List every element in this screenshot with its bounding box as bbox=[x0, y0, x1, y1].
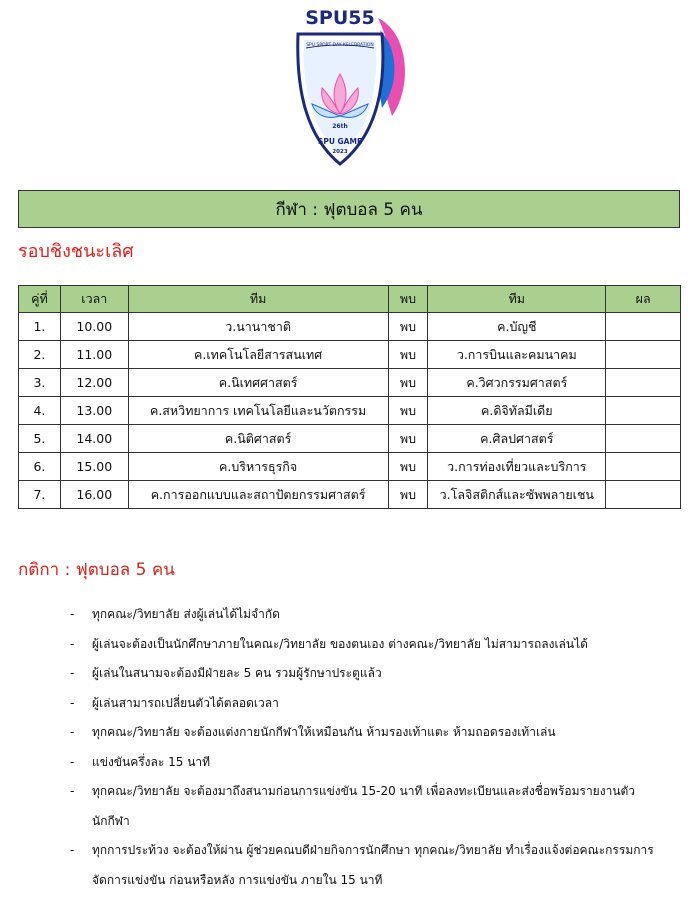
cell-vs: พบ bbox=[388, 313, 428, 341]
cell-team-a: ค.บริหารธุรกิจ bbox=[128, 453, 388, 481]
cell-team-a: ค.เทคโนโลยีสารสนเทศ bbox=[128, 341, 388, 369]
cell-pair-no: 5. bbox=[19, 425, 61, 453]
cell-pair-no: 1. bbox=[19, 313, 61, 341]
round-title: รอบชิงชนะเลิศ bbox=[18, 241, 134, 262]
cell-team-b: ค.ศิลปศาสตร์ bbox=[428, 425, 606, 453]
rule-text: แข่งขันครึ่งละ 15 นาที bbox=[92, 754, 211, 769]
cell-vs: พบ bbox=[388, 481, 428, 509]
cell-team-b: ว.การบินและคมนาคม bbox=[428, 341, 606, 369]
rule-text: ผู้เล่นสามารถเปลี่ยนตัวได้ตลอดเวลา bbox=[92, 695, 279, 710]
cell-result bbox=[606, 341, 681, 369]
sport-title: กีฬา : ฟุตบอล 5 คน bbox=[275, 199, 423, 220]
table-row bbox=[19, 397, 681, 425]
list-item bbox=[70, 777, 670, 836]
cell-pair-no: 7. bbox=[19, 481, 61, 509]
header-pair-no: คู่ที่ bbox=[19, 286, 61, 313]
list-item bbox=[70, 718, 670, 748]
cell-team-a: ค.นิเทศศาสตร์ bbox=[128, 369, 388, 397]
logo-emblem-icon bbox=[282, 4, 418, 176]
cell-team-b: ค.ดิจิทัลมีเดีย bbox=[428, 397, 606, 425]
list-dash: - bbox=[70, 636, 75, 651]
list-item bbox=[70, 689, 670, 719]
cell-vs: พบ bbox=[388, 425, 428, 453]
list-item bbox=[70, 600, 670, 630]
table-row bbox=[19, 313, 681, 341]
header-team-a: ทีม bbox=[128, 286, 388, 313]
list-dash: - bbox=[70, 695, 75, 710]
cell-team-a: ว.นานาชาติ bbox=[128, 313, 388, 341]
cell-time: 15.00 bbox=[60, 453, 128, 481]
cell-pair-no: 4. bbox=[19, 397, 61, 425]
logo-arc-text: SPU SPORT DAY KELEBRATION bbox=[306, 43, 374, 48]
list-item bbox=[70, 836, 670, 895]
table-row bbox=[19, 481, 681, 509]
list-dash: - bbox=[70, 607, 75, 621]
table-header-row bbox=[19, 286, 681, 313]
list-dash: - bbox=[70, 754, 75, 769]
spu-games-logo bbox=[282, 4, 418, 176]
cell-team-a: ค.สหวิทยาการ เทคโนโลยีและนวัตกรรม bbox=[128, 397, 388, 425]
cell-result bbox=[606, 397, 681, 425]
header-team-b: ทีม bbox=[428, 286, 606, 313]
cell-pair-no: 2. bbox=[19, 341, 61, 369]
table-row bbox=[19, 425, 681, 453]
table-row bbox=[19, 341, 681, 369]
cell-time: 16.00 bbox=[60, 481, 128, 509]
rule-text: ทุกการประท้วง จะต้องให้ผ่าน ผู้ช่วยคณบดีฝ่ายกิจการนักศึกษา ทุกคณะ/วิทยาลัย ทำเรื่องแจ้งต่อคณะกรรมการจัดการแข่งขัน ก่อนหรือหลัง การแข่งขัน ภายใน 15 นาที bbox=[92, 843, 654, 887]
rule-text: ผู้เล่นในสนามจะต้องมีฝ่ายละ 5 คน รวมผู้รักษาประตูแล้ว bbox=[92, 666, 382, 680]
list-item bbox=[70, 659, 670, 689]
list-dash: - bbox=[70, 784, 75, 798]
cell-time: 11.00 bbox=[60, 341, 128, 369]
list-item bbox=[70, 630, 670, 660]
header-vs: พบ bbox=[388, 286, 428, 313]
cell-vs: พบ bbox=[388, 453, 428, 481]
cell-vs: พบ bbox=[388, 397, 428, 425]
rules-list bbox=[70, 600, 670, 895]
cell-result bbox=[606, 481, 681, 509]
cell-time: 14.00 bbox=[60, 425, 128, 453]
cell-time: 12.00 bbox=[60, 369, 128, 397]
header-result: ผล bbox=[606, 286, 681, 313]
cell-team-a: ค.นิติศาสตร์ bbox=[128, 425, 388, 453]
logo-year: 2023 bbox=[332, 149, 348, 155]
cell-team-b: ว.การท่องเที่ยวและบริการ bbox=[428, 453, 606, 481]
cell-result bbox=[606, 425, 681, 453]
rule-text: ทุกคณะ/วิทยาลัย จะต้องแต่งกายนักกีฬาให้เหมือนกัน ห้ามรองเท้าแตะ ห้ามถอดรองเท้าเล่น bbox=[92, 725, 556, 739]
list-item bbox=[70, 748, 670, 778]
sport-title-banner bbox=[18, 190, 680, 228]
cell-result bbox=[606, 453, 681, 481]
logo-brand-text: SPU55 bbox=[305, 7, 375, 29]
logo-game-label: SPU GAME bbox=[317, 137, 363, 146]
cell-time: 10.00 bbox=[60, 313, 128, 341]
cell-result bbox=[606, 313, 681, 341]
cell-team-a: ค.การออกแบบและสถาปัตยกรรมศาสตร์ bbox=[128, 481, 388, 509]
header-time: เวลา bbox=[60, 286, 128, 313]
cell-time: 13.00 bbox=[60, 397, 128, 425]
list-dash: - bbox=[70, 843, 75, 857]
cell-team-b: ว.โลจิสติกส์และซัพพลายเชน bbox=[428, 481, 606, 509]
logo-edition-text: 26th bbox=[332, 123, 348, 130]
list-dash: - bbox=[70, 666, 75, 680]
match-schedule-table bbox=[18, 285, 681, 509]
cell-vs: พบ bbox=[388, 341, 428, 369]
list-dash: - bbox=[70, 725, 75, 739]
rule-text: ผู้เล่นจะต้องเป็นนักศึกษาภายในคณะ/วิทยาลัย ของตนเอง ต่างคณะ/วิทยาลัย ไม่สามารถลงเล่นได้ bbox=[92, 636, 588, 651]
table-row bbox=[19, 369, 681, 397]
rules-title: กติกา : ฟุตบอล 5 คน bbox=[18, 560, 175, 580]
cell-result bbox=[606, 369, 681, 397]
rule-text: ทุกคณะ/วิทยาลัย จะต้องมาถึงสนามก่อนการแข่งขัน 15-20 นาที เพื่อลงทะเบียนและส่งชื่อพร้อมรายงานตัวนักกีฬา bbox=[92, 784, 636, 828]
cell-pair-no: 3. bbox=[19, 369, 61, 397]
table-row bbox=[19, 453, 681, 481]
cell-team-b: ค.บัญชี bbox=[428, 313, 606, 341]
rule-text: ทุกคณะ/วิทยาลัย ส่งผู้เล่นได้ไม่จำกัด bbox=[92, 607, 280, 621]
cell-pair-no: 6. bbox=[19, 453, 61, 481]
cell-vs: พบ bbox=[388, 369, 428, 397]
cell-team-b: ค.วิศวกรรมศาสตร์ bbox=[428, 369, 606, 397]
